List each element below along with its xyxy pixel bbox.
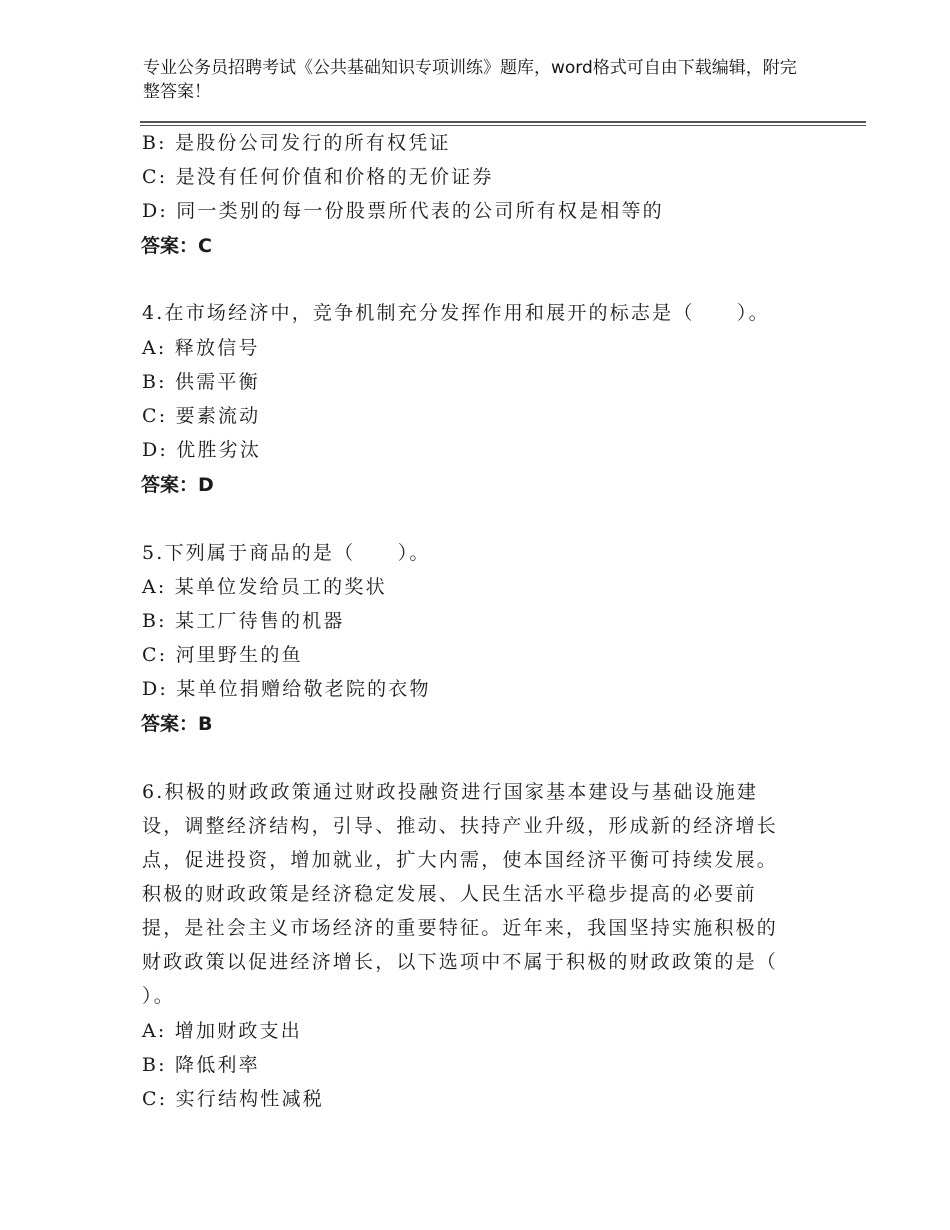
q5-question: 5.下列属于商品的是（ ）。: [142, 542, 431, 564]
q3-option-d: D: 同一类别的每一份股票所代表的公司所有权是相等的: [142, 200, 664, 222]
q6-question: 6.积极的财政政策通过财政投融资进行国家基本建设与基础设施建 设，调整经济结构，引导、推动、扶持产业升级，形成新的经济增长 点，促进投资，增加就业，扩大内需，使本国经济平衡可持续发展。 积极的财政政策是经济稳定发展、人民生活水平稳步提高的必要前 提，是社会主义市场经济的重要特征。近年来，我国坚持实施积极的 财政政策以促进经济增长，以下选项中不属于积极的财政政策的是（ ）。: [142, 781, 779, 1007]
q6-option-c: C: 实行结构性减税: [142, 1088, 324, 1110]
q4-option-b: B: 供需平衡: [142, 371, 260, 393]
q4-option-d: D: 优胜劣汰: [142, 439, 262, 461]
q6-option-b: B: 降低利率: [142, 1054, 260, 1076]
q5-option-b: B: 某工厂待售的机器: [142, 610, 345, 632]
q5-option-a: A: 某单位发给员工的奖状: [142, 576, 387, 598]
q3-answer: 答案：C: [141, 235, 212, 257]
q4-option-a: A: 释放信号: [142, 337, 260, 359]
q5-option-c: C: 河里野生的鱼: [142, 644, 303, 666]
header-divider: [140, 121, 866, 123]
document-header: 专业公务员招聘考试《公共基础知识专项训练》题库，word格式可自由下载编辑，附完整答案！: [143, 58, 797, 102]
q4-option-c: C: 要素流动: [142, 405, 261, 427]
q3-option-b: B: 是股份公司发行的所有权凭证: [142, 132, 451, 154]
q5-answer: 答案：B: [141, 713, 213, 735]
q4-answer: 答案：D: [141, 474, 214, 496]
q3-option-c: C: 是没有任何价值和价格的无价证券: [142, 166, 494, 188]
q4-question: 4.在市场经济中，竞争机制充分发挥作用和展开的标志是（ ）。: [142, 302, 770, 324]
q6-option-a: A: 增加财政支出: [142, 1020, 302, 1042]
q5-option-d: D: 某单位捐赠给敬老院的衣物: [142, 678, 431, 700]
